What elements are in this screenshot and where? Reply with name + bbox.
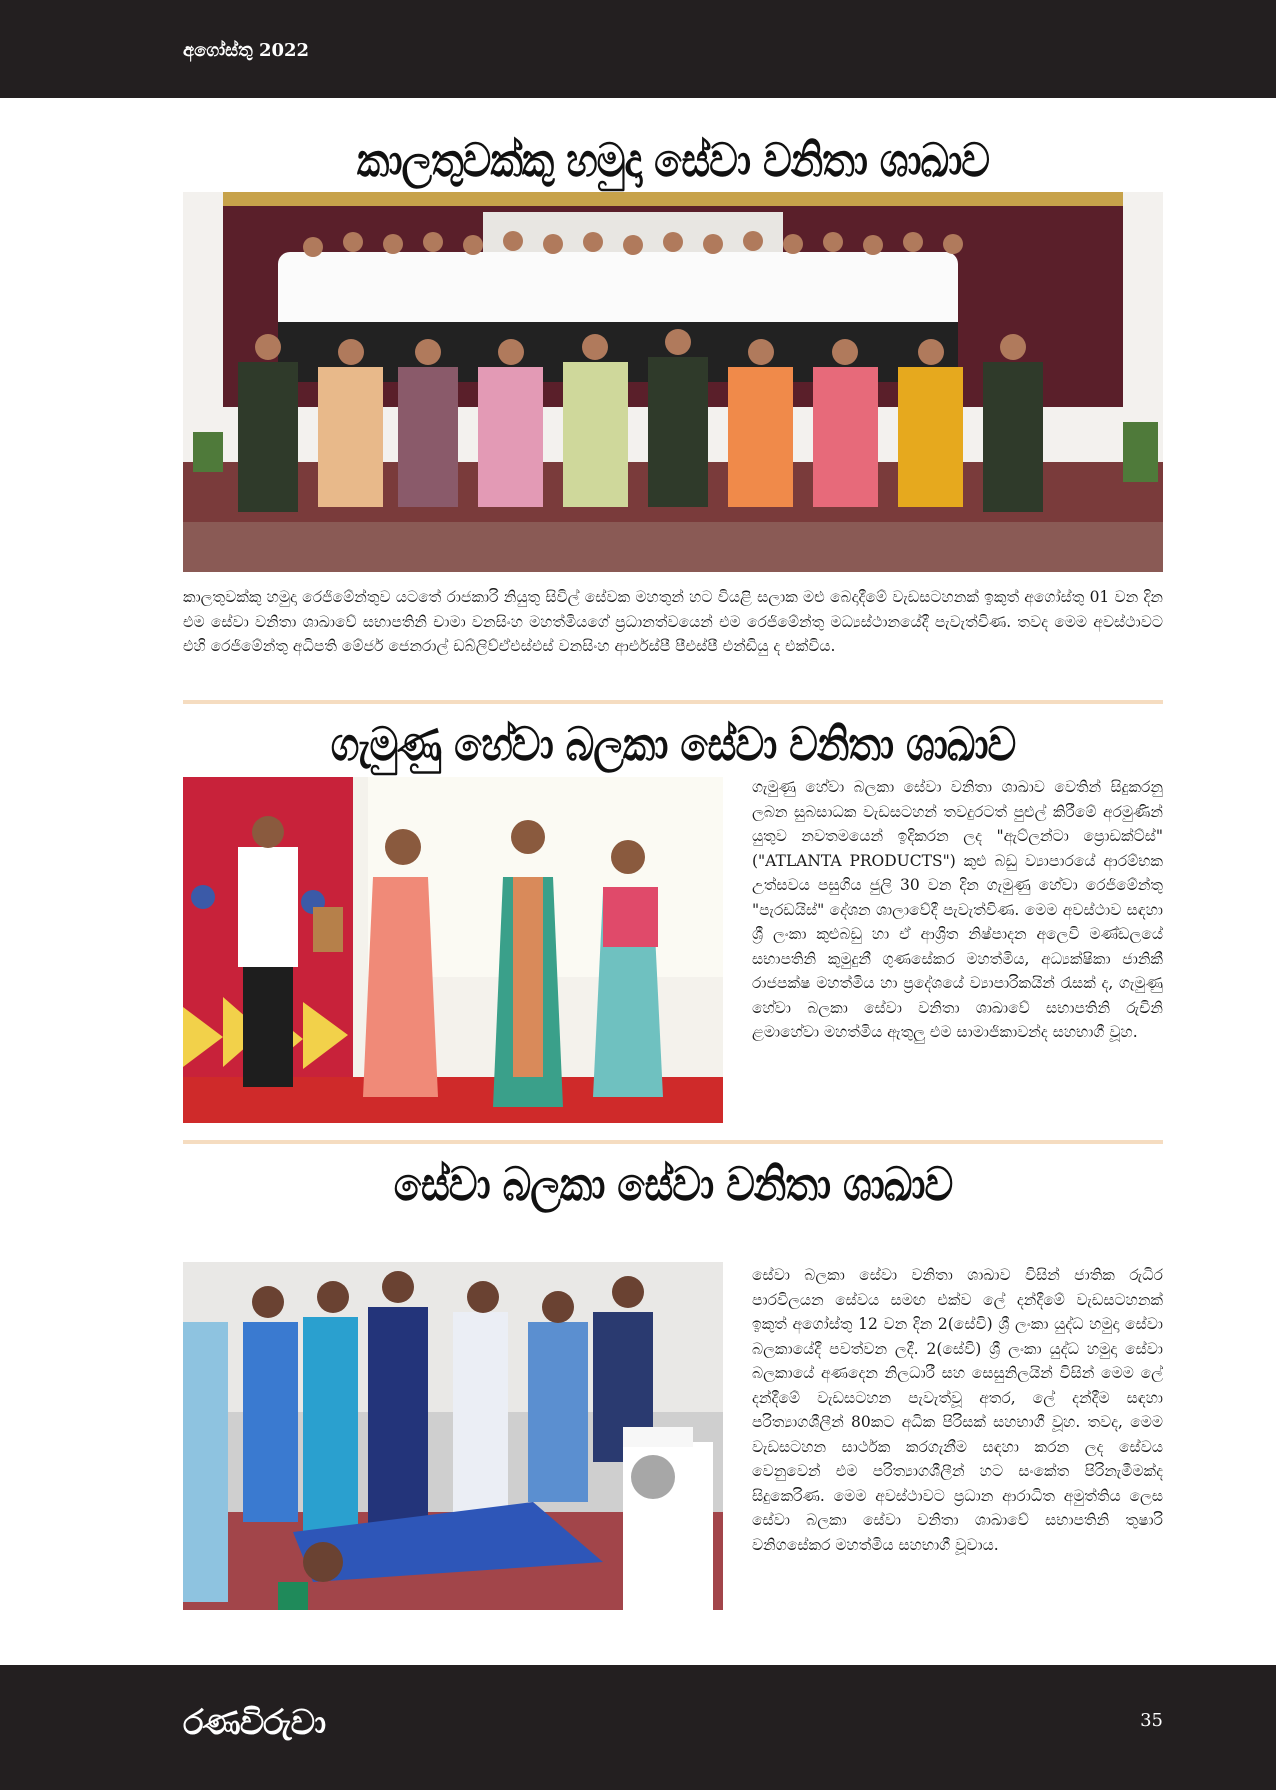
issue-date: අගෝස්තු 2022 xyxy=(183,40,310,61)
photo-atlanta-products-launch xyxy=(183,777,723,1123)
section-1-body: කාලතුවක්කු හමුදා රෙජිමේන්තුව යටතේ රාජකාරි නියුතු සිවිල් සේවක මහතුන් හට වියළි සලාක මළු බෙදාදීමේ වැඩසටහනක් ඉකුත් අගෝස්තු 01 වන දින එම සේවා වනිතා ශාඛාවේ සභාපතිනි චාමා වනසිංහ මහත්මියගේ ප්‍රධානත්වයෙන් එම රෙජිමේන්තු මධ්‍යස්ථානයේදී පැවැත්විණ. තවද මෙම අවස්ථාවට එහි රෙජිමේන්තු අධිපති මේජර් ජෙනරාල් ඩබ්ලිව්ඒඑස්එස් වනසිංහ ආර්එස්පී පීඑස්පී එන්ඩියු ද එක්විය. xyxy=(183,588,1163,655)
section-1-title: කාලතුවක්කු හමුදා සේවා වනිතා ශාඛාව xyxy=(356,134,990,188)
section-3-title: සේවා බලකා සේවා වනිතා ශාඛාව xyxy=(393,1158,953,1212)
section-2-title: ගැමුණු හේවා බලකා සේවා වනිතා ශාඛාව xyxy=(330,718,1016,772)
section-2-body: ගැමුණු හේවා බලකා සේවා වනිතා ශාඛාව වෙතින් සිදුකරනු ලබන සුබසාධක වැඩසටහන් තවදුරටත් පුළුල් කිරීමේ අරමුණින් යුතුව නවතමයෙන් ඉදිකරන ලද "ඇට්ලන්ටා ප්‍රොඩක්ට්ස්" ("ATLANTA PRODUCTS") කුළු බඩු ව්‍යාපාරයේ ආරම්භක උත්සවය පසුගිය ජුලි 30 වන දින ගැමුණු හේවා රෙජිමේන්තු "පැරඩයිස්" දේශන ශාලාවේදී පැවැත්විණ. මෙම අවස්ථාව සඳහා ශ්‍රී ලංකා කුළුබඩු හා ඒ ආශ්‍රිත නිෂ්පාදන අලෙවි මණ්ඩලයේ සභාපතිනි කුමුදුනී ගුණසේකර මහත්මිය, අධ්‍යක්ෂිකා ජානිකී රාජපක්ෂ මහත්මිය හා ප්‍රදේශයේ ව්‍යාපාරිකයින් රැසක් ද, ගැමුණු හේවා බලකා සේවා වනිතා ශාඛාවේ සභාපතිනි රුචිනි ළමාහේවා මහත්මිය ඇතුලු එම සාමාජිකාවන්ද සහභාගී වූහ. xyxy=(752,778,1163,1041)
header-bar xyxy=(0,0,1276,98)
page-number: 35 xyxy=(1140,1710,1163,1731)
section-divider xyxy=(183,700,1163,704)
photo-blood-donation xyxy=(183,1262,723,1610)
group-photo-artillery xyxy=(183,192,1163,572)
section-3-body: සේවා බලකා සේවා වනිතා ශාඛාව විසින් ජාතික රුධිර පාරවිලයන සේවය සමඟ එක්ව ලේ දන්දීමේ වැඩසටහනක් ඉකුත් අගෝස්තු 12 වන දින 2(සේවි) ශ්‍රී ලංකා යුද්ධ හමුදා සේවා බලකායේදී පවත්වන ලදී. 2(සේවි) ශ්‍රී ලංකා යුද්ධ හමුදා සේවා බලකායේ අණදෙන නිලධාරී සහ සෙසුනිලයින් විසින් මෙම ලේ දන්දීමේ වැඩසටහන පැවැත්වූ අතර, ලේ දන්දීම සඳහා පරිත්‍යාගශීලීන් 80කට අධික පිරිසක් සහභාගී වූහ. තවද, මෙම වැඩසටහන සාර්ථක කරගැනීම සඳහා කරන ලද සේවය වෙනුවෙන් එම පරිත්‍යාගශීලීන් හට සංකේත පිරිනැමීමක්ද සිදුකෙරිණ. මෙම අවස්ථාවට ප්‍රධාන ආරාධිත අමුත්තිය ලෙස සේවා බලකා සේවා වනිතා ශාඛාවේ සභාපතිනි තුෂාරි වනිගසේකර මහත්මිය සහභාගී වූවාය. xyxy=(752,1266,1163,1554)
section-divider xyxy=(183,1140,1163,1144)
footer-bar xyxy=(0,1665,1276,1790)
magazine-brand: රණවිරුවා xyxy=(183,1703,326,1743)
